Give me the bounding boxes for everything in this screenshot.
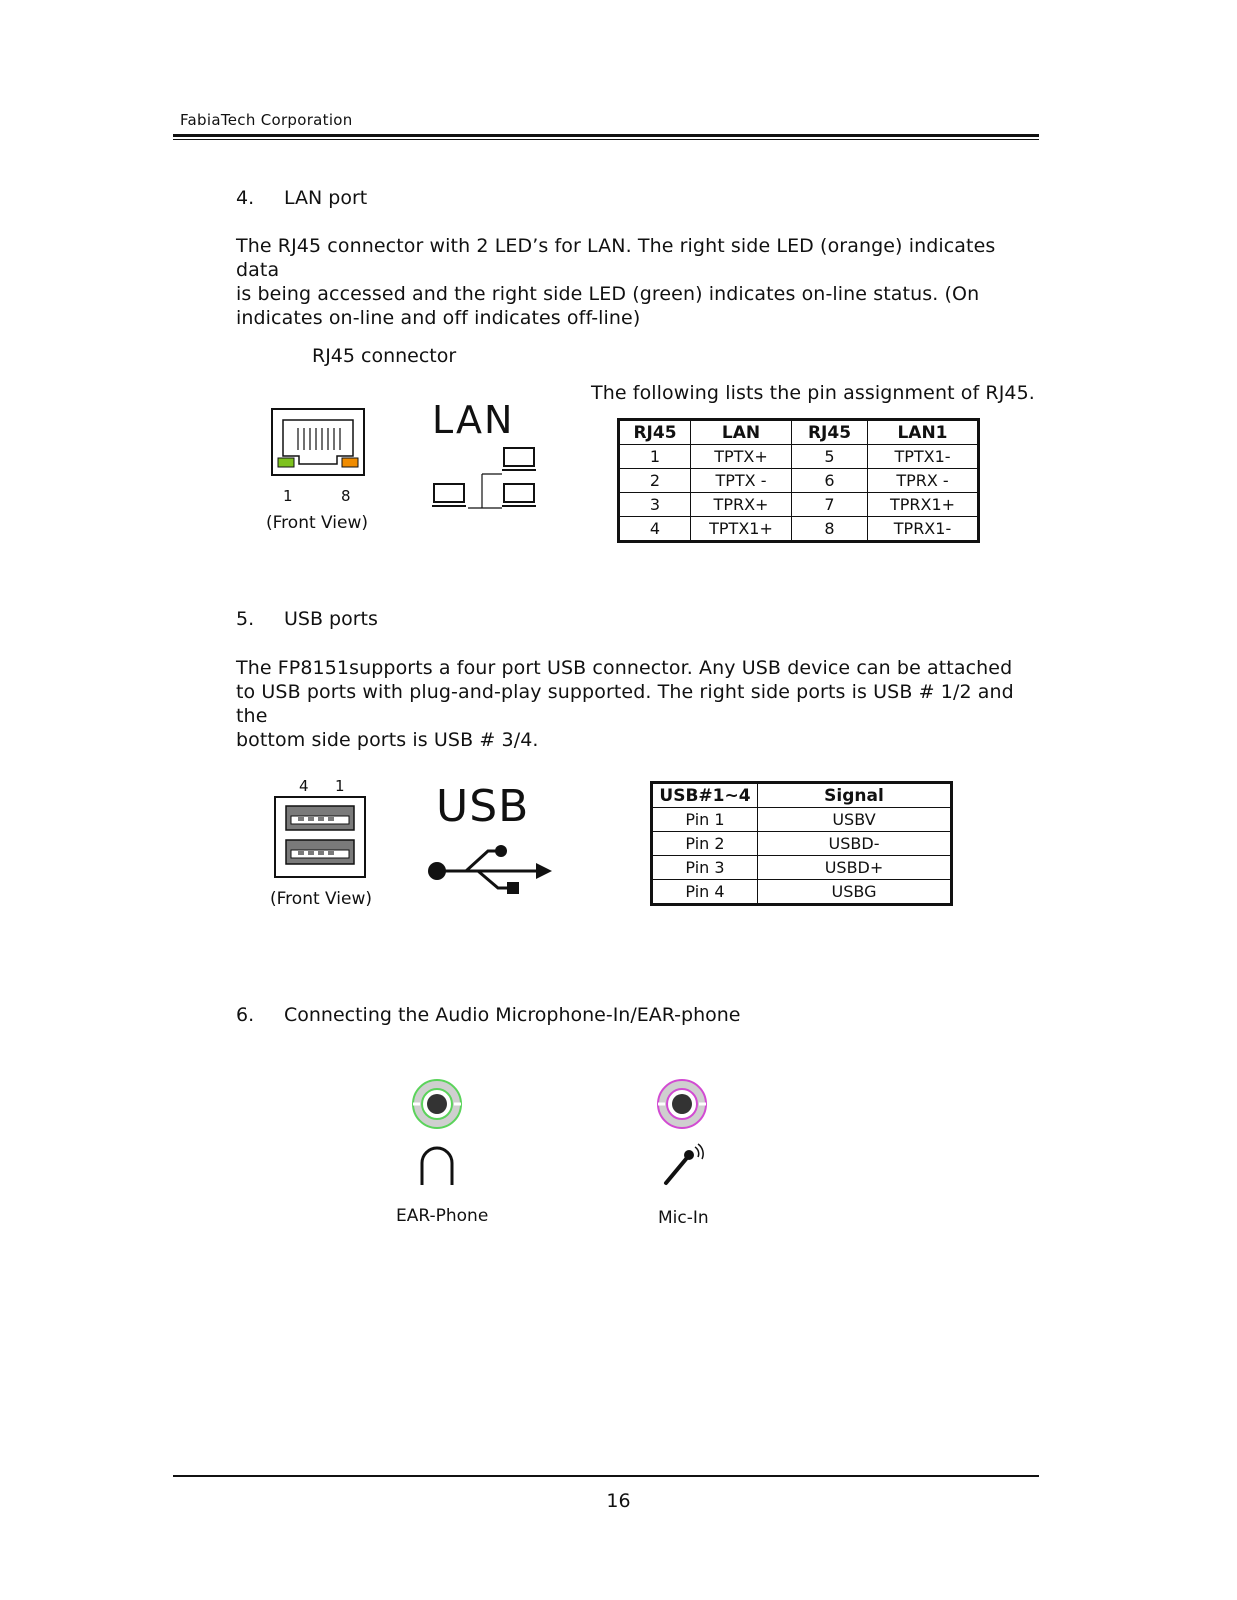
table-row: [619, 493, 979, 517]
mic-in-label: Mic-In: [658, 1208, 709, 1228]
table-header: LAN1: [868, 420, 979, 445]
usb-trident-icon: [426, 842, 554, 900]
rj45-jack-icon: [271, 408, 365, 478]
led-green-icon: [278, 458, 294, 467]
table-row: [652, 880, 952, 905]
rj45-table-intro: The following lists the pin assignment of RJ45.: [591, 382, 1035, 404]
table-cell: USBD-: [758, 832, 952, 856]
usb-pin-right: 1: [335, 777, 345, 795]
lan-paragraph-line: The RJ45 connector with 2 LED’s for LAN. The right side LED (orange) indicates data: [236, 235, 996, 281]
table-cell: TPRX -: [868, 469, 979, 493]
table-header: LAN: [691, 420, 792, 445]
table-cell: 3: [619, 493, 691, 517]
ear-phone-label: EAR-Phone: [396, 1206, 489, 1226]
mic-jack-icon: [655, 1075, 709, 1133]
table-cell: Pin 2: [652, 832, 758, 856]
header-rule-thin: [173, 139, 1039, 140]
usb-paragraph-line: The FP8151supports a four port USB connector. Any USB device can be attached: [236, 657, 1013, 679]
table-cell: TPTX+: [691, 445, 792, 469]
usb-section-number: 5.: [236, 608, 255, 630]
lan-logo-text: LAN: [432, 398, 515, 442]
usb-section-title: USB ports: [284, 608, 378, 630]
table-cell: 6: [792, 469, 868, 493]
microphone-icon: [660, 1141, 708, 1189]
lan-section-title: LAN port: [284, 187, 368, 209]
table-cell: USBG: [758, 880, 952, 905]
table-header: RJ45: [619, 420, 691, 445]
usb-paragraph: [236, 656, 1036, 752]
rj45-front-view: (Front View): [266, 513, 369, 533]
rj45-pin-left: 1: [283, 487, 293, 505]
table-cell: TPRX+: [691, 493, 792, 517]
network-computers-icon: [432, 446, 540, 516]
lan-paragraph: [236, 234, 1036, 330]
company-name: FabiaTech Corporation: [180, 111, 353, 129]
table-cell: 2: [619, 469, 691, 493]
table-cell: TPTX1-: [868, 445, 979, 469]
table-header: USB#1~4: [652, 783, 758, 808]
usb-paragraph-line: to USB ports with plug-and-play supported. The right side ports is USB # 1/2 and the: [236, 681, 1014, 727]
usb-logo-text: USB: [436, 781, 530, 832]
usb-port-icon: [274, 796, 368, 880]
footer-rule: [173, 1475, 1039, 1477]
table-row: [652, 808, 952, 832]
table-cell: Pin 3: [652, 856, 758, 880]
table-row: [619, 445, 979, 469]
table-cell: 8: [792, 517, 868, 542]
audio-section-title: Connecting the Audio Microphone-In/EAR-phone: [284, 1004, 741, 1026]
rj45-pin-table: [617, 418, 980, 543]
table-row: [652, 832, 952, 856]
table-cell: USBD+: [758, 856, 952, 880]
table-cell: TPTX -: [691, 469, 792, 493]
rj45-pin-right: 8: [341, 487, 351, 505]
table-cell: TPRX1-: [868, 517, 979, 542]
table-cell: 4: [619, 517, 691, 542]
table-cell: TPTX1+: [691, 517, 792, 542]
table-row: [619, 469, 979, 493]
audio-section-number: 6.: [236, 1004, 255, 1026]
headphone-icon: [415, 1141, 459, 1189]
table-cell: USBV: [758, 808, 952, 832]
table-header-row: [619, 420, 979, 445]
usb-paragraph-line: bottom side ports is USB # 3/4.: [236, 729, 539, 751]
table-header: RJ45: [792, 420, 868, 445]
rj45-caption: RJ45 connector: [312, 345, 457, 367]
table-row: [619, 517, 979, 542]
usb-front-view: (Front View): [270, 889, 373, 909]
lan-paragraph-line: is being accessed and the right side LED (green) indicates on-line status. (On: [236, 283, 980, 305]
table-header-row: [652, 783, 952, 808]
led-orange-icon: [342, 458, 358, 467]
table-cell: 1: [619, 445, 691, 469]
ear-jack-icon: [410, 1075, 464, 1133]
table-cell: 5: [792, 445, 868, 469]
table-cell: TPRX1+: [868, 493, 979, 517]
lan-paragraph-line: indicates on-line and off indicates off-line): [236, 307, 641, 329]
header-rule: [173, 134, 1039, 137]
lan-section-number: 4.: [236, 187, 255, 209]
usb-pin-left: 4: [299, 777, 309, 795]
table-cell: 7: [792, 493, 868, 517]
table-cell: Pin 1: [652, 808, 758, 832]
table-header: Signal: [758, 783, 952, 808]
page-number: 16: [606, 1490, 631, 1512]
table-cell: Pin 4: [652, 880, 758, 905]
table-row: [652, 856, 952, 880]
usb-signal-table: [650, 781, 953, 906]
